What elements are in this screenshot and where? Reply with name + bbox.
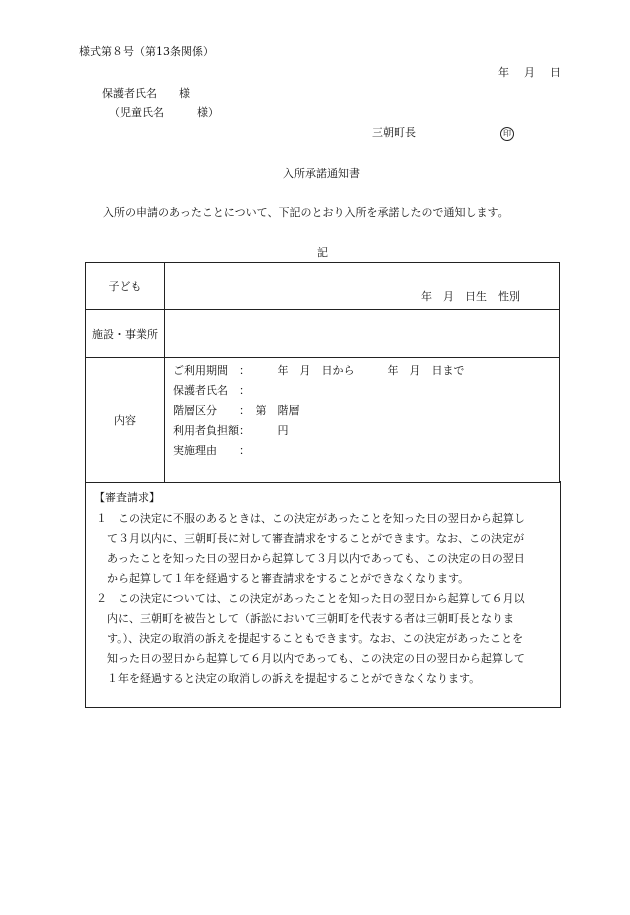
facility-label: 施設・事業所 xyxy=(92,327,158,341)
usage-period-line: ご利用期間 ： 年 月 日から 年 月 日まで xyxy=(173,364,465,377)
appeal-item2-line: す。）、決定の取消の訴えを提起することもできます。なお、この決定があったことを xyxy=(107,632,524,645)
appeal-item2-line: 知った日の翌日から起算して６月以内であっても、この決定の日の翌日から起算して xyxy=(107,652,525,665)
guardian-name-line: 保護者氏名 様 xyxy=(102,87,190,100)
child-name-line: （児童氏名 様） xyxy=(109,106,219,119)
appeal-item2-line: １年を経過すると決定の取消しの訴えを提起することができなくなります。 xyxy=(107,672,481,685)
appeal-heading: 【審査請求】 xyxy=(94,491,160,504)
guardian-name-field: 保護者氏名 ： xyxy=(173,384,250,397)
tier-category-line: 階層区分 ： 第 階層 xyxy=(173,404,300,417)
content-value-cell xyxy=(165,358,560,483)
facility-label-cell xyxy=(86,310,165,358)
note-mark: 記 xyxy=(317,246,328,259)
facility-value-cell xyxy=(165,310,560,358)
content-label: 内容 xyxy=(114,414,136,427)
child-label: 子ども xyxy=(108,280,142,293)
mayor-name: 三朝町長 xyxy=(372,126,416,139)
appeal-item2-line: ２ この決定については、この決定があったことを知った日の翌日から起算して６月以 xyxy=(96,592,525,605)
seal-mark: 印 xyxy=(500,127,514,141)
implementation-reason-line: 実施理由 ： xyxy=(173,444,250,457)
appeal-item1-line: て３月以内に、三朝町長に対して審査請求をすることができます。なお、この決定が xyxy=(107,532,525,545)
form-number: 様式第８号（第13条関係） xyxy=(79,45,214,58)
child-value-cell xyxy=(165,263,560,310)
details-table xyxy=(85,262,560,483)
content-label-cell xyxy=(86,358,165,483)
appeal-item1-line: あったことを知った日の翌日から起算して３月以内であっても、この決定の日の翌日 xyxy=(107,552,525,565)
notice-body: 入所の申請のあったことについて、下記のとおり入所を承諾したので通知します。 xyxy=(103,206,509,219)
child-birth-gender: 年 月 日生 性別 xyxy=(421,290,520,303)
appeal-section xyxy=(85,481,561,708)
child-label-cell xyxy=(86,263,165,310)
appeal-item1-line: から起算して１年を経過すると審査請求をすることができなくなります。 xyxy=(107,572,470,585)
user-fee-line: 利用者負担額： 円 xyxy=(173,424,289,437)
appeal-item1-line: １ この決定に不服のあるときは、この決定があったことを知った日の翌日から起算し xyxy=(96,512,525,525)
date-line: 年 月 日 xyxy=(498,66,563,79)
document-title: 入所承諾通知書 xyxy=(283,167,360,180)
appeal-item2-line: 内に、三朝町を被告として（訴訟において三朝町を代表する者は三朝町長となりま xyxy=(107,612,514,625)
